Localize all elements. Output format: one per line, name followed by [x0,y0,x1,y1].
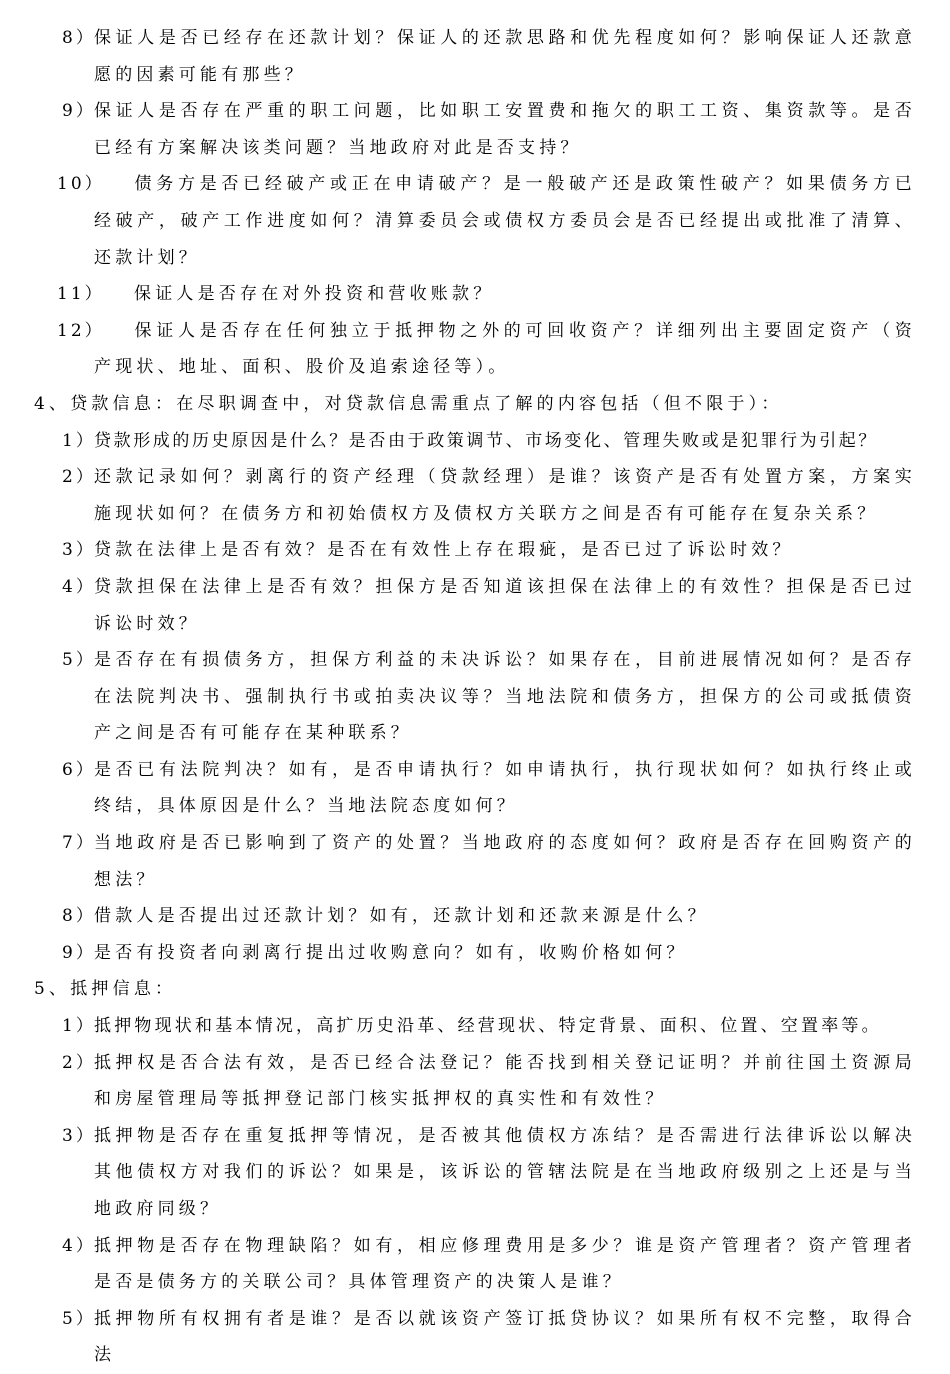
item-number: 3） [62,1125,96,1146]
list-item [34,1045,916,1118]
list-item [34,459,916,532]
item-text: 贷款在法律上是否有效？是否在有效性上存在瑕疵，是否已过了诉讼时效？ [94,540,794,561]
item-text: 贷款担保在法律上是否有效？担保方是否知道该担保在法律上的有效性？担保是否已过诉讼时效？ [94,576,916,634]
item-number: 4） [62,576,96,597]
list-item [34,569,916,642]
list-item [34,1301,916,1374]
item-number: 10） [57,174,105,195]
item-number: 4） [62,1235,96,1256]
item-number: 12） [57,320,105,341]
item-text: 还款记录如何？剥离行的资产经理（贷款经理）是谁？该资产是否有处置方案，方案实施现状如何？在债务方和初始债权方及债权方关联方之间是否有可能存在复杂关系？ [94,467,916,524]
item-text: 保证人是否存在对外投资和营收账款？ [134,284,495,305]
item-text: 当地政府是否已影响到了资产的处置？当地政府的态度如何？政府是否存在回购资产的想法？ [94,833,916,890]
item-text: 抵押物现状和基本情况，高扩历史沿革、经营现状、特定背景、面积、位置、空置率等。 [94,1016,882,1037]
list-item [34,825,916,898]
item-number: 11） [57,284,105,305]
item-number: 3） [62,540,96,561]
item-number: 8） [62,906,96,927]
list-item [34,642,916,752]
item-text: 抵押物是否存在物理缺陷？如有，相应修理费用是多少？谁是资产管理者？资产管理者是否是债务方的关联公司？具体管理资产的决策人是谁？ [94,1235,916,1293]
list-item [34,276,916,313]
item-text: 是否存在有损债务方，担保方利益的未决诉讼？如果存在，目前进展情况如何？是否存在法院判决书、强制执行书或拍卖决议等？当地法院和债务方，担保方的公司或抵债资产之间是否有可能存在某种联系？ [94,650,916,744]
item-text: 保证人是否存在任何独立于抵押物之外的可回收资产？详细列出主要固定资产（资产现状、地址、面积、股价及追索途径等）。 [94,320,916,378]
item-number: 1） [62,430,96,451]
item-number: 2） [62,1052,96,1073]
item-number: 5） [62,650,96,671]
item-text: 抵押权是否合法有效，是否已经合法登记？能否找到相关登记证明？并前往国土资源局和房屋管理局等抵押登记部门核实抵押权的真实性和有效性？ [94,1052,916,1110]
item-number: 5） [62,1308,96,1329]
item-number: 8） [62,28,96,48]
item-number: 6） [62,759,96,780]
item-number: 2） [62,467,96,488]
item-text: 借款人是否提出过还款计划？如有，还款计划和还款来源是什么？ [94,906,709,927]
list-item [34,166,916,276]
item-number: 9） [62,942,96,963]
item-text: 是否已有法院判决？如有，是否申请执行？如申请执行，执行现状如何？如执行终止或终结，具体原因是什么？当地法院态度如何？ [94,759,916,817]
list-item [34,20,916,93]
item-text: 抵押物是否存在重复抵押等情况，是否被其他债权方冻结？是否需进行法律诉讼以解决其他债权方对我们的诉讼？如果是，该诉讼的管辖法院是在当地政府级别之上还是与当地政府同级？ [94,1125,916,1219]
list-item [34,532,916,569]
item-text: 抵押物所有权拥有者是谁？是否以就该资产签订抵贷协议？如果所有权不完整，取得合法 [94,1308,916,1366]
list-item [34,313,916,386]
item-text: 保证人是否存在严重的职工问题，比如职工安置费和拖欠的职工工资、集资款等。是否已经有方案解决该类问题？当地政府对此是否支持？ [94,101,916,158]
list-item [34,935,916,972]
item-text: 是否有投资者向剥离行提出过收购意向？如有，收购价格如何？ [94,942,688,963]
item-text: 贷款形成的历史原因是什么？是否由于政策调节、市场变化、管理失败或是犯罪行为引起？ [94,430,878,451]
list-item [34,423,916,460]
list-item [34,1118,916,1228]
list-item [34,898,916,935]
item-text: 债务方是否已经破产或正在申请破产？是一般破产还是政策性破产？如果债务方已经破产，破产工作进度如何？清算委员会或债权方委员会是否已经提出或批准了清算、还款计划？ [94,174,916,268]
list-item [34,1008,916,1045]
item-number: 9） [62,101,96,122]
list-item [34,1228,916,1301]
item-number: 1） [62,1016,96,1037]
section-heading-loan: 4、贷款信息：在尽职调查中，对贷款信息需重点了解的内容包括（但不限于）： [34,393,783,414]
list-item [34,752,916,825]
item-text: 保证人是否已经存在还款计划？保证人的还款思路和优先程度如何？影响保证人还款意愿的因素可能有那些？ [94,28,916,85]
item-number: 7） [62,833,96,854]
section-heading-collateral: 5、抵押信息： [34,979,177,1000]
list-item [34,93,916,166]
